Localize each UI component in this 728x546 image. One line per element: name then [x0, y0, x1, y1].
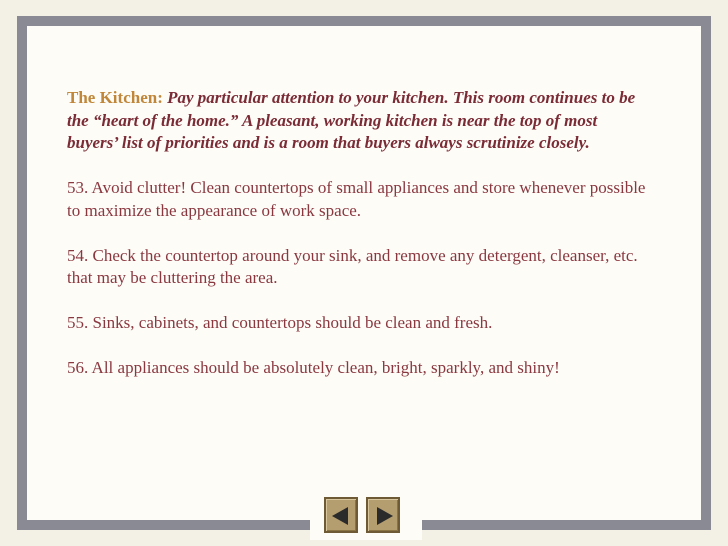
previous-slide-button[interactable]: [324, 497, 358, 533]
section-label: The Kitchen:: [67, 88, 163, 107]
next-slide-button[interactable]: [366, 497, 400, 533]
tip-item-55: 55. Sinks, cabinets, and countertops should be clean and fresh.: [67, 313, 493, 332]
triangle-right-icon: [377, 507, 393, 525]
slide-content: [67, 87, 647, 380]
intro-paragraph: [67, 87, 647, 155]
tip-item-53: 53. Avoid clutter! Clean countertops of small appliances and store whenever possible to maximize the appearance of work space.: [67, 178, 646, 220]
intro-text: Pay particular attention to your kitchen. This room continues to be the “heart of the home.” A pleasant, working kitchen is near the top of most buyers’ list of priorities and is a room that buyers always scrutinize closely.: [67, 88, 636, 152]
tip-item-56: 56. All appliances should be absolutely clean, bright, sparkly, and shiny!: [67, 358, 560, 377]
tip-item-54: 54. Check the countertop around your sink, and remove any detergent, cleanser, etc. that may be cluttering the area.: [67, 245, 638, 287]
triangle-left-icon: [332, 507, 348, 525]
